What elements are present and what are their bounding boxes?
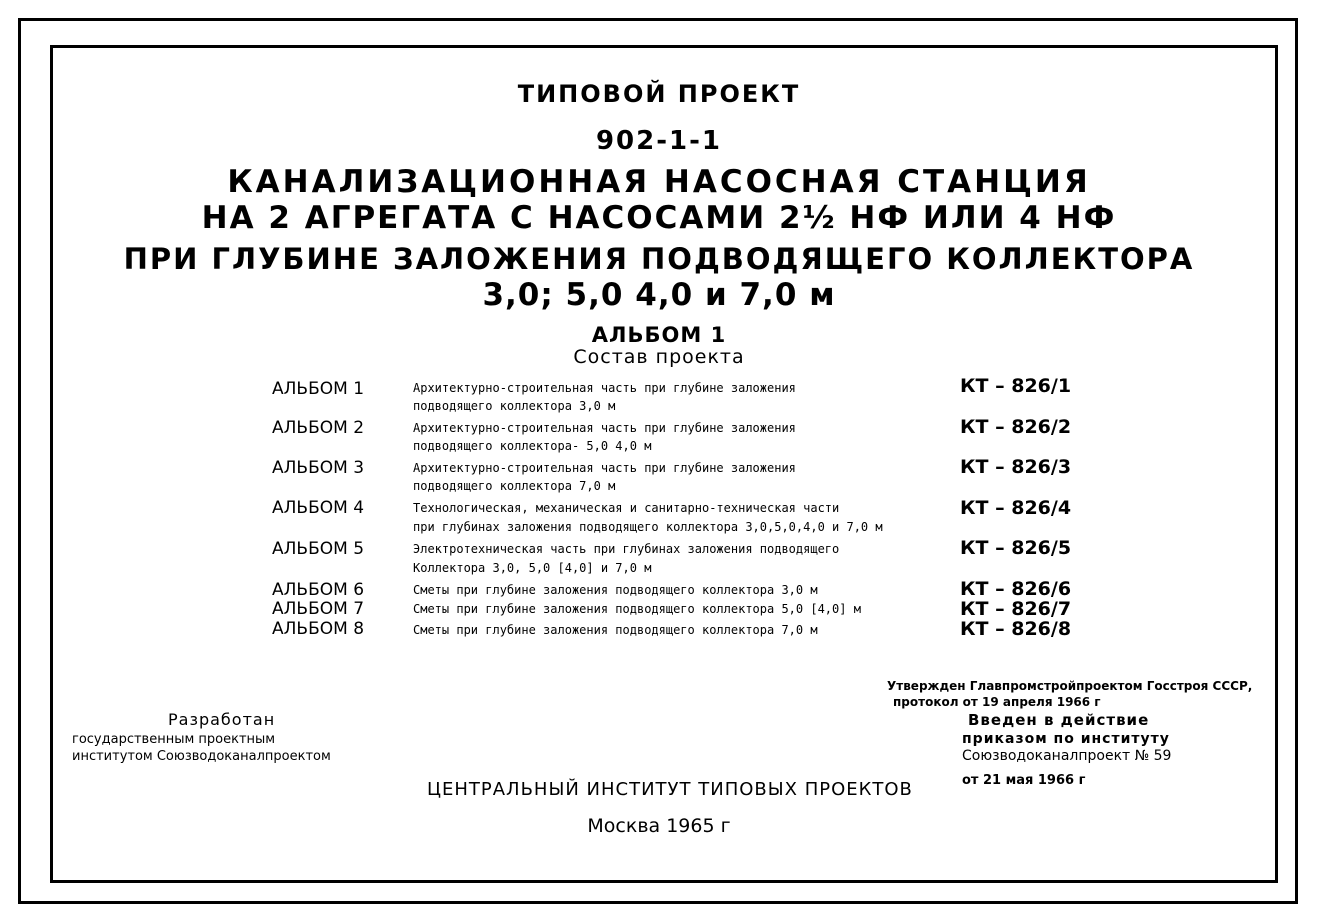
album-description: Технологическая, механическая и санитарно-техническая части <box>413 501 840 515</box>
approval-line-1: Утвержден Главпромстройпроектом Госстроя СССР, <box>887 679 1253 693</box>
album-description: Сметы при глубине заложения подводящего коллектора 3,0 м <box>413 583 818 597</box>
project-number: 902-1-1 <box>595 126 723 156</box>
title-line-4: 3,0; 5,0 4,0 и 7,0 м <box>482 277 836 313</box>
album-name: АЛЬБОМ 3 <box>272 458 365 478</box>
album-code: КТ – 826/8 <box>960 618 1072 640</box>
album-description-cont: подводящего коллектора 7,0 м <box>413 479 616 493</box>
title-line-2: НА 2 АГРЕГАТА С НАСОСАМИ 2½ НФ ИЛИ 4 НФ <box>201 200 1117 236</box>
album-code: КТ – 826/4 <box>960 497 1072 519</box>
approval-line-6: от 21 мая 1966 г <box>962 773 1086 788</box>
album-description: Электротехническая часть при глубинах заложения подводящего <box>413 542 840 556</box>
developer-line-1: Разработан <box>168 710 276 729</box>
approval-line-2: протокол от 19 апреля 1966 г <box>893 695 1101 709</box>
album-code: КТ – 826/6 <box>960 578 1072 600</box>
album-name: АЛЬБОМ 8 <box>272 619 365 639</box>
album-description: Архитектурно-строительная часть при глубине заложения <box>413 381 796 395</box>
title-line-3: ПРИ ГЛУБИНЕ ЗАЛОЖЕНИЯ ПОДВОДЯЩЕГО КОЛЛЕКТОРА <box>123 242 1195 276</box>
publisher-name: ЦЕНТРАЛЬНЫЙ ИНСТИТУТ ТИПОВЫХ ПРОЕКТОВ <box>427 779 913 800</box>
album-description-cont: Коллектора 3,0, 5,0 [4,0] и 7,0 м <box>413 561 652 575</box>
approval-line-5: Союзводоканалпроект № 59 <box>962 748 1172 764</box>
album-name: АЛЬБОМ 2 <box>272 418 365 438</box>
album-heading: АЛЬБОМ 1 <box>591 323 727 347</box>
album-name: АЛЬБОМ 4 <box>272 498 365 518</box>
album-code: КТ – 826/3 <box>960 456 1072 478</box>
composition-heading: Состав проекта <box>573 346 745 368</box>
album-code: КТ – 826/2 <box>960 416 1072 438</box>
developer-line-2: государственным проектным <box>72 732 276 747</box>
album-description-cont: подводящего коллектора 3,0 м <box>413 399 616 413</box>
album-description-cont: подводящего коллектора- 5,0 4,0 м <box>413 439 652 453</box>
developer-line-3: институтом Союзводоканалпроектом <box>72 749 331 764</box>
album-code: КТ – 826/1 <box>960 375 1072 397</box>
album-code: КТ – 826/5 <box>960 537 1072 559</box>
album-description: Сметы при глубине заложения подводящего коллектора 5,0 [4,0] м <box>413 602 861 616</box>
album-code: КТ – 826/7 <box>960 598 1072 620</box>
album-description: Архитектурно-строительная часть при глубине заложения <box>413 421 796 435</box>
publication-place-year: Москва 1965 г <box>587 815 731 837</box>
album-name: АЛЬБОМ 6 <box>272 580 365 600</box>
album-name: АЛЬБОМ 7 <box>272 599 365 619</box>
album-name: АЛЬБОМ 5 <box>272 539 365 559</box>
approval-line-3: Введен в действие <box>968 711 1150 729</box>
album-description: Архитектурно-строительная часть при глубине заложения <box>413 461 796 475</box>
title-line-1: КАНАЛИЗАЦИОННАЯ НАСОСНАЯ СТАНЦИЯ <box>227 164 1091 200</box>
project-type-heading: ТИПОВОЙ ПРОЕКТ <box>517 80 801 108</box>
album-name: АЛЬБОМ 1 <box>272 379 365 399</box>
approval-line-4: приказом по институту <box>962 731 1170 747</box>
album-description-cont: при глубинах заложения подводящего коллектора 3,0,5,0,4,0 и 7,0 м <box>413 520 883 534</box>
album-description: Сметы при глубине заложения подводящего коллектора 7,0 м <box>413 623 818 637</box>
